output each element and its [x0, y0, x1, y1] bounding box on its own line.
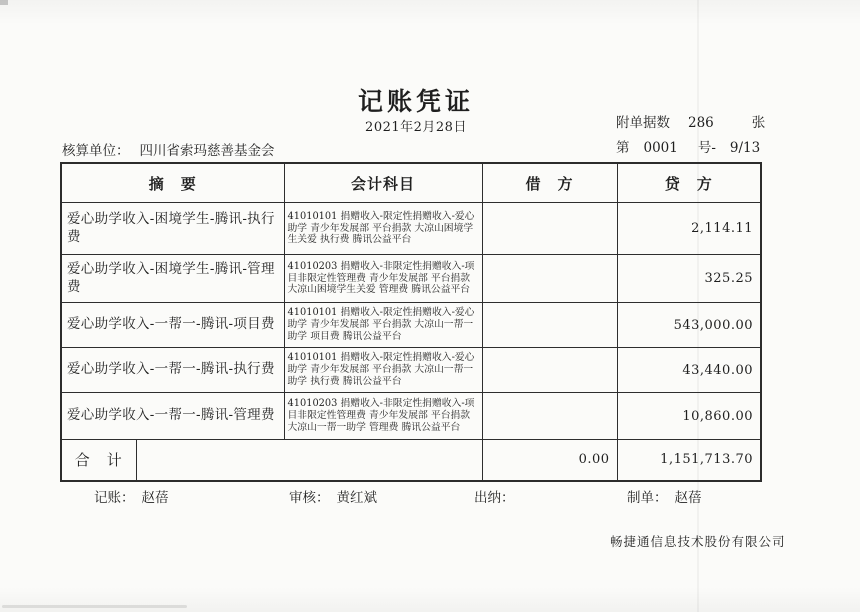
col-header-account: 会计科目 [284, 163, 482, 203]
attached-docs-count: 286 [688, 115, 714, 131]
table-row [61, 393, 761, 440]
row-account: 41010101 捐赠收入-限定性捐赠收入-爱心助学 青少年发展部 平台捐款 大凉山一帮一助学 项目费 腾讯公益平台 [284, 303, 482, 348]
row-account: 41010101 捐赠收入-限定性捐赠收入-爱心助学 青少年发展部 平台捐款 大凉山困境学生关爱 执行费 腾讯公益平台 [284, 203, 482, 255]
table-row [61, 203, 761, 255]
voucher-date: 2021年2月28日 [365, 120, 467, 135]
preparer-name: 赵蓓 [674, 490, 702, 506]
row-debit [482, 203, 617, 255]
accounting-unit [62, 139, 275, 159]
row-credit: 2,114.11 [617, 203, 761, 255]
row-summary: 爱心助学收入-困境学生-腾讯-管理费 [61, 255, 284, 303]
voucher-number-value: 0001 [643, 140, 678, 156]
bookkeeper-name: 赵蓓 [141, 490, 169, 506]
row-account: 41010203 捐赠收入-非限定性捐赠收入-项目非限定性管理费 青少年发展部 平台捐款 大凉山困境学生关爱 管理费 腾讯公益平台 [284, 255, 482, 303]
cashier-field [474, 486, 522, 506]
accounting-unit-name: 四川省索玛慈善基金会 [139, 143, 275, 159]
row-credit: 543,000.00 [617, 303, 761, 348]
voucher-table [60, 162, 762, 482]
bookkeeper-field [94, 486, 169, 506]
table-header-row [61, 163, 761, 203]
col-header-summary: 摘 要 [61, 163, 284, 203]
cashier-label: 出纳： [474, 490, 515, 506]
attached-docs-unit: 张 [751, 115, 766, 131]
row-summary: 爱心助学收入-困境学生-腾讯-执行费 [61, 203, 284, 255]
row-credit: 10,860.00 [617, 393, 761, 440]
auditor-field [289, 486, 377, 506]
row-debit [482, 303, 617, 348]
attached-docs [616, 111, 765, 131]
total-empty-cell [136, 440, 482, 481]
table-row [61, 255, 761, 303]
scan-speck [0, 0, 8, 5]
col-header-debit: 借 方 [482, 163, 617, 203]
page-title: 记账凭证 [357, 87, 474, 116]
total-debit: 0.00 [482, 440, 617, 481]
voucher-number-prefix: 第 [616, 140, 630, 156]
vendor-name: 畅捷通信息技术股份有限公司 [610, 534, 786, 549]
row-debit [482, 348, 617, 393]
total-row [61, 440, 761, 481]
table-row [61, 348, 761, 393]
attached-docs-label: 附单据数 [616, 115, 670, 131]
total-label: 合 计 [61, 440, 136, 481]
preparer-field [627, 486, 702, 506]
bookkeeper-label: 记账： [94, 490, 135, 506]
row-credit: 43,440.00 [617, 348, 761, 393]
accounting-unit-label: 核算单位： [62, 143, 130, 159]
row-account: 41010203 捐赠收入-非限定性捐赠收入-项目非限定性管理费 青少年发展部 平台捐款 大凉山一帮一助学 管理费 腾讯公益平台 [284, 393, 482, 440]
row-debit [482, 393, 617, 440]
row-summary: 爱心助学收入-一帮一-腾讯-管理费 [61, 393, 284, 440]
row-credit: 325.25 [617, 255, 761, 303]
voucher-number [616, 136, 760, 156]
table-row [61, 303, 761, 348]
col-header-credit: 贷 方 [617, 163, 761, 203]
row-debit [482, 255, 617, 303]
auditor-name: 黄红斌 [336, 490, 377, 506]
total-credit: 1,151,713.70 [617, 440, 761, 481]
row-account: 41010101 捐赠收入-限定性捐赠收入-爱心助学 青少年发展部 平台捐款 大凉山一帮一助学 执行费 腾讯公益平台 [284, 348, 482, 393]
row-summary: 爱心助学收入-一帮一-腾讯-项目费 [61, 303, 284, 348]
row-summary: 爱心助学收入-一帮一-腾讯-执行费 [61, 348, 284, 393]
voucher-page-indicator: 9/13 [729, 140, 761, 156]
auditor-label: 审核： [289, 490, 330, 506]
preparer-label: 制单： [627, 490, 668, 506]
voucher-number-suffix: 号- [697, 140, 716, 156]
scan-smudge [2, 605, 187, 608]
